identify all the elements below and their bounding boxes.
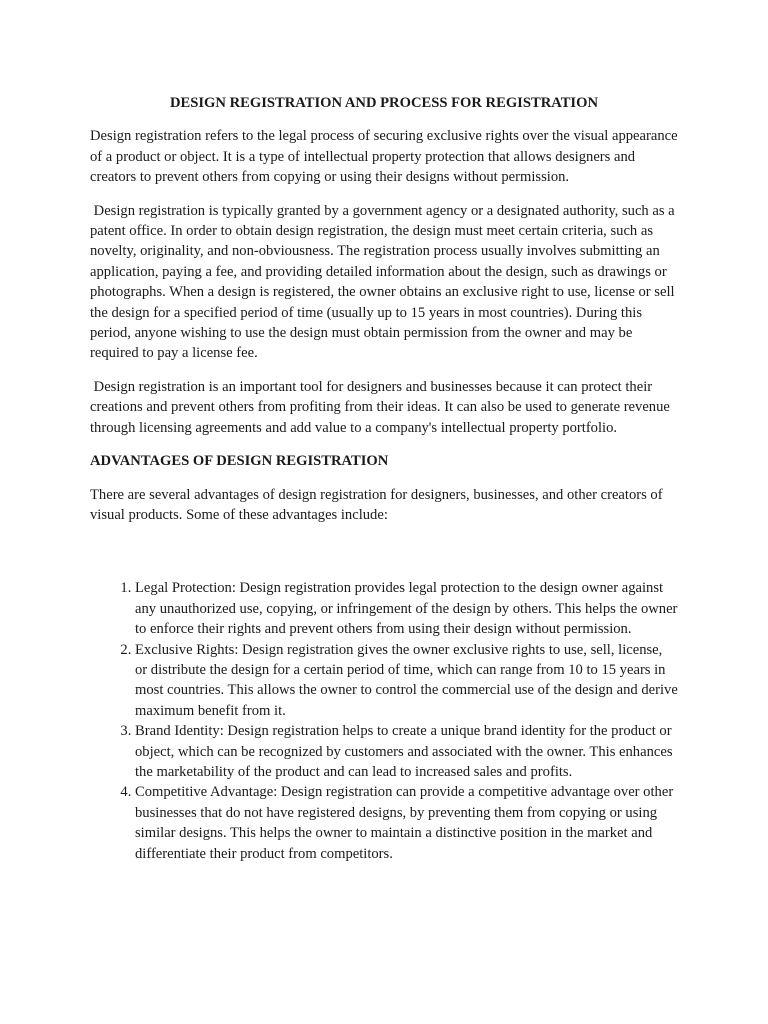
advantages-intro-paragraph: There are several advantages of design registration for designers, businesses, and other creators of visual products. Some of these advantages include: xyxy=(90,486,663,523)
list-item: 2. Exclusive Rights: Design registration gives the owner exclusive rights to use, sell, license, or distribute the design for a certain period of time, which can range from 10 to 15 years in most countries. This allows the owner to control the commercial use of the design and derive maximum benefit from it. xyxy=(135,640,678,722)
intro-paragraph: Design registration refers to the legal process of securing exclusive rights over the visual appearance of a product or object. It is a type of intellectual property protection that allows designers and creators to prevent others from copying or using their designs without permission. xyxy=(90,128,678,186)
process-paragraph: Design registration is typically granted by a government agency or a designated authority, such as a patent office. In order to obtain design registration, the design must meet certain criteria, such as novelty, originality, and non-obviousness. The registration process usually involves submitting an application, paying a fee, and providing detailed information about the design, such as drawings or photographs. When a design is registered, the owner obtains an exclusive right to use, license or sell the design for a specified period of time (usually up to 15 years in most countries). During this period, anyone wishing to use the design must obtain permission from the owner and may be required to pay a license fee. xyxy=(90,202,675,362)
importance-paragraph: Design registration is an important tool for designers and businesses because it can protect their creations and prevent others from profiting from their ideas. It can also be used to generate revenue through licensing agreements and add value to a company's intellectual property portfolio. xyxy=(90,378,670,436)
list-item: 1. Legal Protection: Design registration provides legal protection to the design owner against any unauthorized use, copying, or infringement of the design by others. This helps the owner to enforce their rights and prevent others from using their design without permission. xyxy=(135,578,678,639)
advantages-list xyxy=(90,578,678,864)
list-item: 4. Competitive Advantage: Design registration can provide a competitive advantage over other businesses that do not have registered designs, by preventing them from copying or using similar designs. This helps the owner to maintain a distinctive position in the market and differentiate their product from competitors. xyxy=(135,782,678,864)
page-title: DESIGN REGISTRATION AND PROCESS FOR REGISTRATION xyxy=(169,95,599,111)
document-page xyxy=(90,93,678,864)
advantages-heading: ADVANTAGES OF DESIGN REGISTRATION xyxy=(90,453,389,470)
list-item: 3. Brand Identity: Design registration helps to create a unique brand identity for the product or object, which can be recognized by customers and associated with the owner. This enhances the marketability of the product and can lead to increased sales and profits. xyxy=(135,721,678,782)
